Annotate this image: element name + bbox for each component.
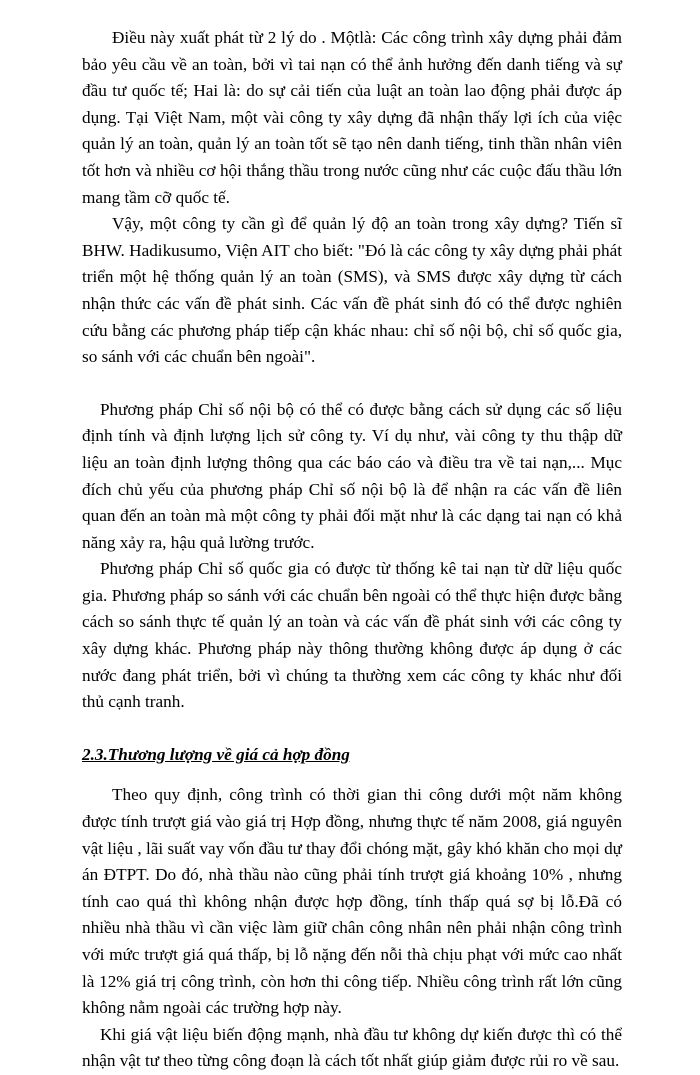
paragraph-gap — [82, 768, 622, 782]
section-heading: 2.3.Thương lượng về giá cả hợp đồng — [82, 744, 350, 764]
paragraph-gap — [82, 371, 622, 397]
paragraph-safety-reasons: Điều này xuất phát từ 2 lý do . Mộtlà: Các công trình xây dựng phải đảm bảo yêu cầu về an toàn, bởi vì tai nạn có thể ảnh hưởng đến danh tiếng và sự đầu tư quốc tế; Hai là: do sự cải tiến của luật an toàn lao động phải được áp dụng. Tại Việt Nam, một vài công ty xây dựng đã nhận thấy lợi ích của việc quản lý an toàn, quản lý an toàn tốt sẽ tạo nên danh tiếng, tinh thần nhân viên tốt hơn và nhiều cơ hội thắng thầu trong nước cũng như các cuộc đấu thầu lớn mang tầm cỡ quốc tế. — [82, 28, 622, 207]
paragraph-material-price: Khi giá vật liệu biến động mạnh, nhà đầu tư không dự kiến được thì có thể nhận vật tư theo từng công đoạn là cách tốt nhất giúp giảm được rủi ro về sau. — [82, 1024, 622, 1071]
paragraph-internal-index: Phương pháp Chỉ số nội bộ có thể có được bằng cách sử dụng các số liệu định tính và định lượng lịch sử công ty. Ví dụ như, vài công ty thu thập dữ liệu an toàn định lượng thông qua các báo cáo và điều tra về tai nạn,... Mục đích chủ yếu của phương pháp Chỉ số nội bộ là để nhận ra các vấn đề liên quan đến an toàn mà một công ty phải đối mặt như là các dạng tai nạn có khả năng xảy ra, hậu quả lường trước. — [82, 399, 622, 552]
paragraph-sms-quote: Vậy, một công ty cần gì để quản lý độ an toàn trong xây dựng? Tiến sĩ BHW. Hadikusumo, Viện AIT cho biết: "Đó là các công ty xây dựng phải phát triển một hệ thống quản lý an toàn (SMS), và SMS được xây dựng từ cách nhận thức các vấn đề phát sinh. Các vấn đề phát sinh đó có thể được nghiên cứu bằng các phương pháp tiếp cận khác nhau: chỉ số nội bộ, chỉ số quốc gia, so sánh với các chuẩn bên ngoài". — [82, 214, 622, 367]
paragraph-gap — [82, 716, 622, 742]
paragraph-price-escalation: Theo quy định, công trình có thời gian thi công dưới một năm không được tính trượt giá vào giá trị Hợp đồng, nhưng thực tế năm 2008, giá nguyên vật liệu , lãi suất vay vốn đầu tư thay đổi chóng mặt, gây khó khăn cho mọi dự án ĐTPT. Do đó, nhà thầu nào cũng phải tính trượt giá khoảng 10% , nhưng tính cao quá thì không nhận được hợp đồng, tính thấp quá sợ bị lỗ.Đã có nhiều nhà thầu vì cần việc làm giữ chân công nhân nên phải nhận công trình với mức trượt giá quá thấp, bị lỗ nặng đến nỗi thà chịu phạt với mức cao nhất là 12% giá trị công trình, còn hơn thi công tiếp. Nhiều công trình rất lớn cũng không nằm ngoài các trường hợp này. — [82, 785, 622, 1018]
paragraph-national-index: Phương pháp Chỉ số quốc gia có được từ thống kê tai nạn từ dữ liệu quốc gia. Phương pháp so sánh với các chuẩn bên ngoài có thể thực hiện được bằng cách so sánh thực tế quản lý an toàn và các vấn đề phát sinh với các công ty xây dựng khác. Phương pháp này thông thường không được áp dụng ở các nước đang phát triển, bởi vì chúng ta thường xem các công ty khác như đối thủ cạnh tranh. — [82, 559, 622, 712]
